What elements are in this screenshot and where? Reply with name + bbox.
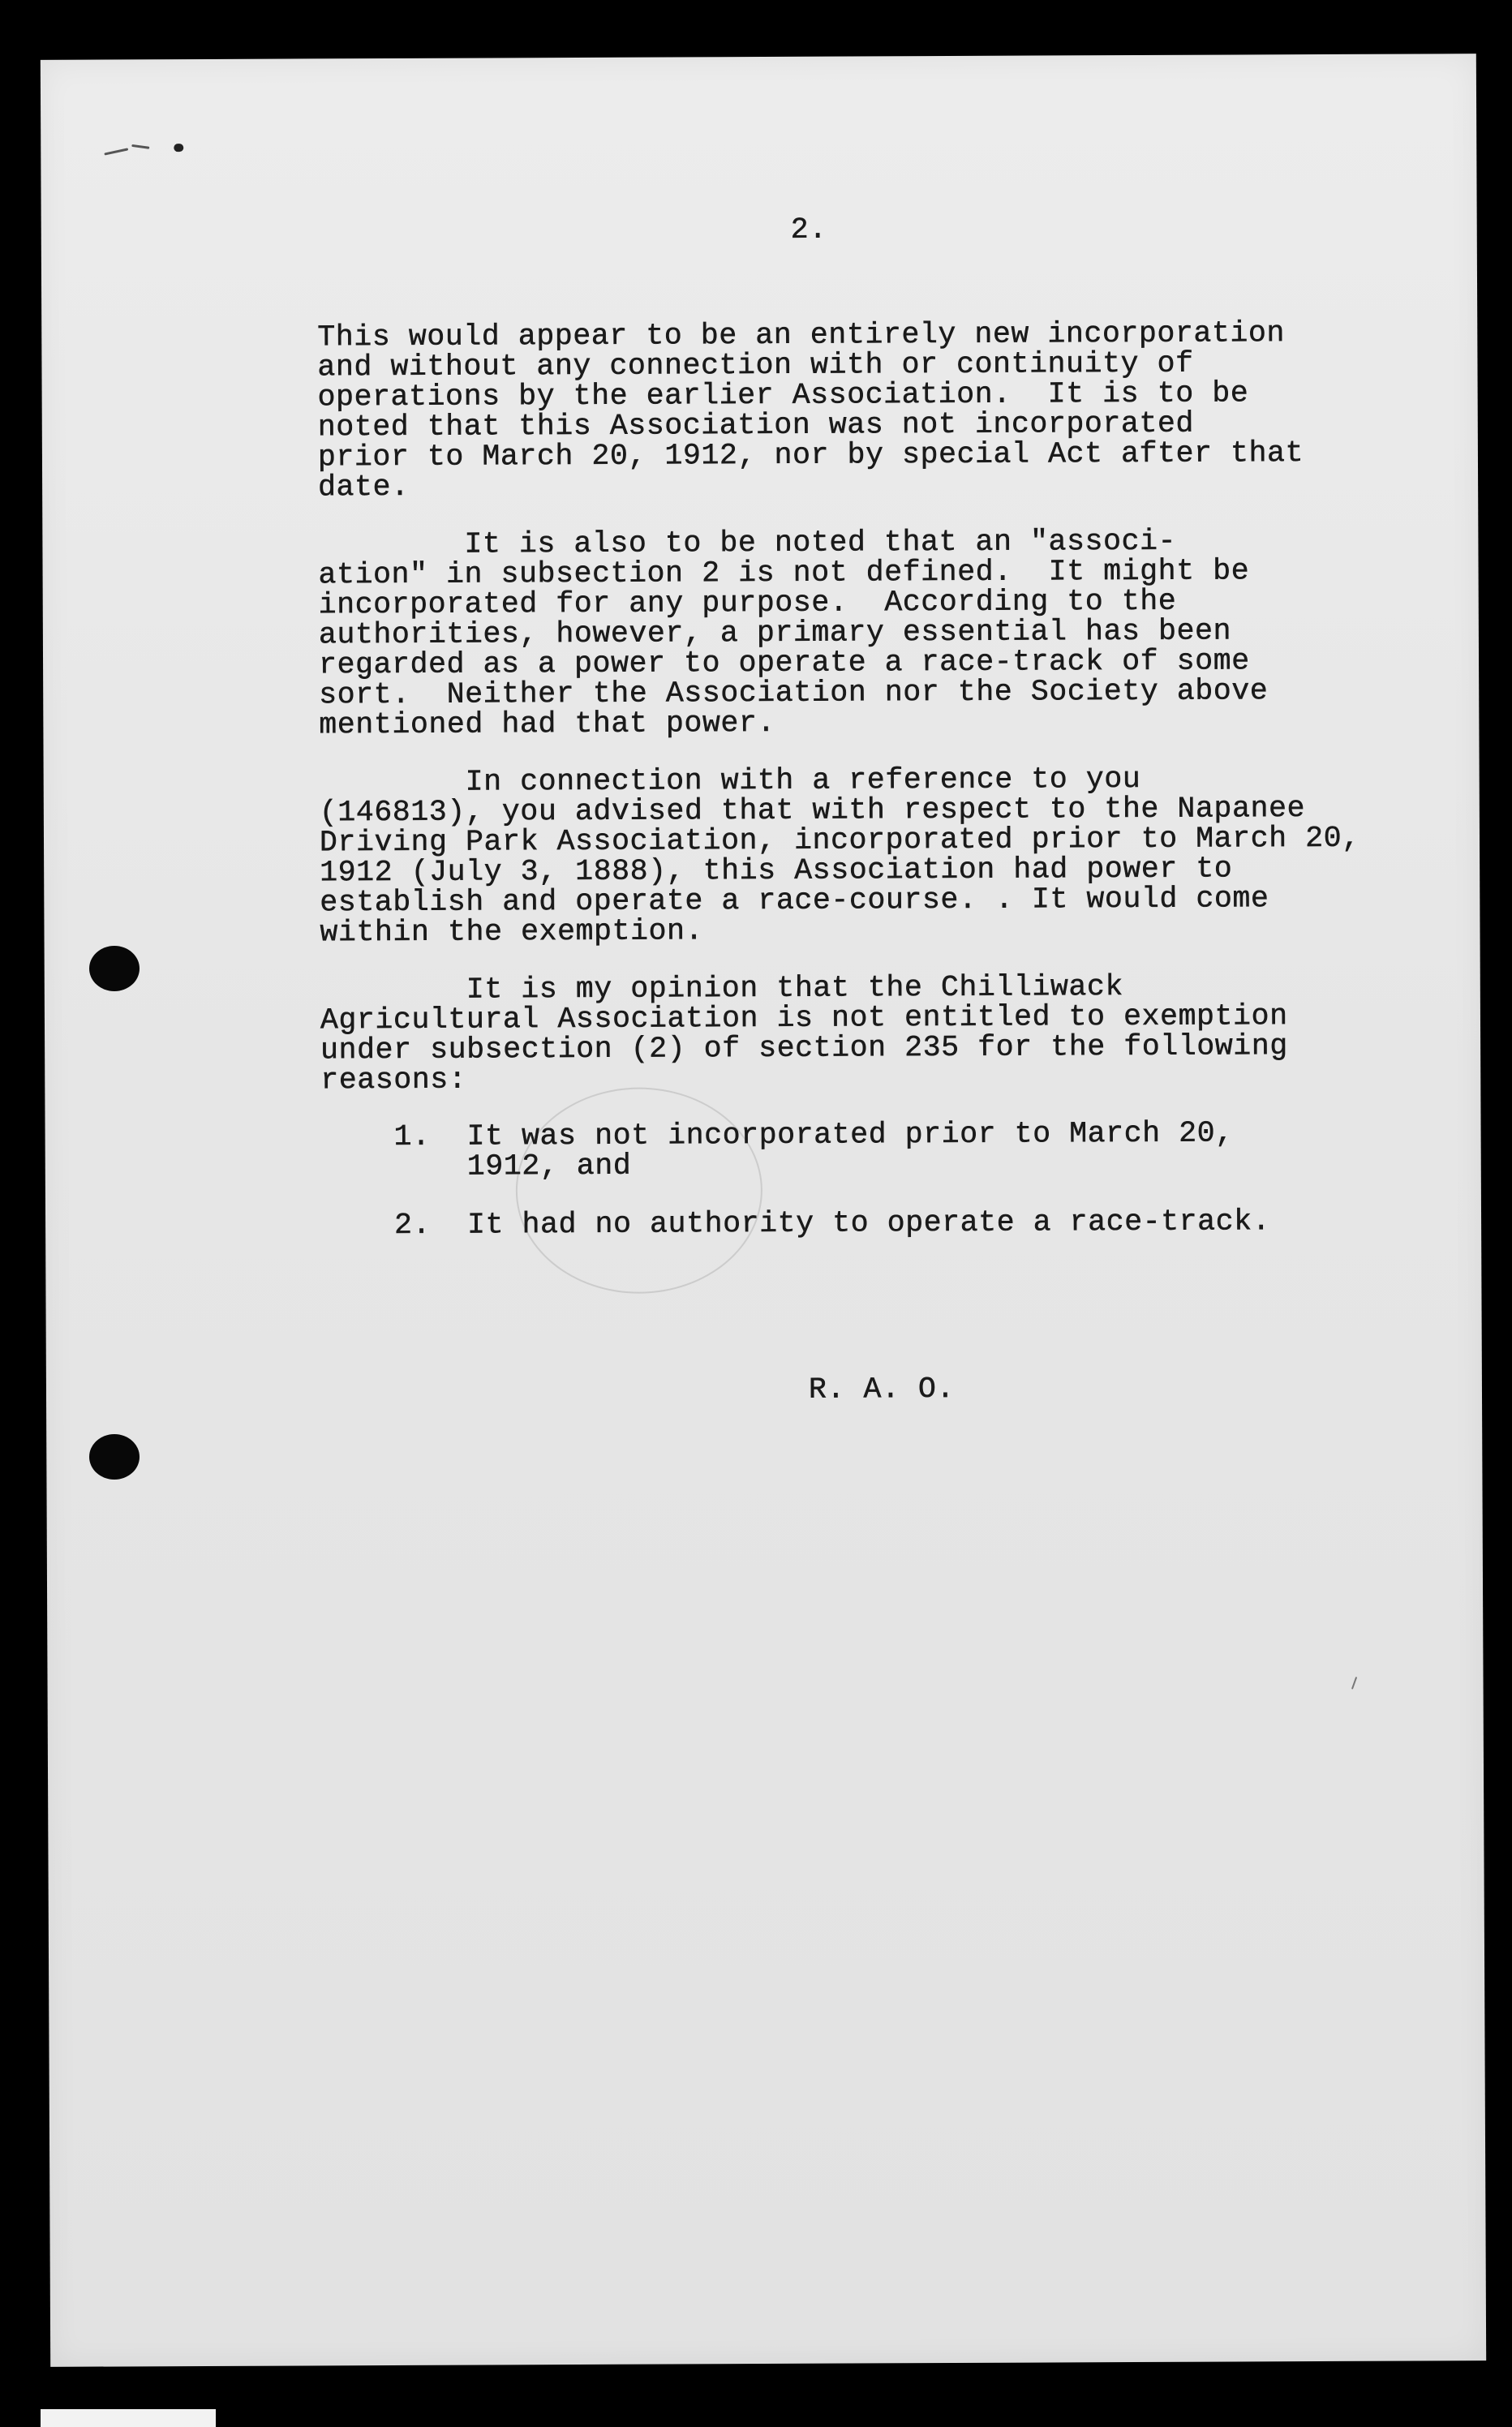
paragraph-2-line: mentioned had that power. [319,706,776,742]
paragraph-2-line: ation" in subsection 2 is not defined. It might be [318,554,1250,592]
paragraph-1-line: prior to March 20, 1912, nor by special Act after that [317,436,1304,475]
paragraph-4-line: It is my opinion that the Chilliwack [320,970,1124,1007]
paragraph-4-line: Agricultural Association is not entitled to exemption [320,999,1288,1037]
reason-item: 1. It was not incorporated prior to March 20, [320,1116,1234,1154]
paragraph-1-line: This would appear to be an entirely new incorporation [317,316,1286,354]
paragraph-1-line: and without any connection with or continuity of [317,346,1194,384]
punch-hole [89,946,140,991]
paragraph-2-line: It is also to be noted that an "associ- [318,524,1177,562]
paragraph-3-line: (146813), you advised that with respect to the Napanee [319,792,1306,830]
stray-mark [1351,1677,1357,1690]
label-strip [41,2409,216,2427]
paragraph-2-line: authorities, however, a primary essential has been [318,614,1232,652]
paragraph-3-line: within the exemption. [320,914,704,950]
paragraph-2-line: incorporated for any purpose. According to the [318,584,1177,622]
reason-item: 1912, and [320,1149,632,1184]
corner-ink-mark [99,140,188,160]
paragraph-2-line: sort. Neither the Association nor the Society above [319,674,1269,712]
paragraph-1-line: date. [318,470,410,505]
paragraph-2-line: regarded as a power to operate a race-track of some [318,644,1250,682]
reason-item: 2. It had no authority to operate a race-track. [320,1205,1271,1243]
signature-initials: R. A. O. [808,1372,956,1407]
paragraph-4-line: under subsection (2) of section 235 for the following [320,1029,1288,1067]
paragraph-3-line: 1912 (July 3, 1888), this Association had power to [320,852,1233,890]
paragraph-4-line: reasons: [320,1063,467,1098]
paragraph-3-line: In connection with a reference to you [319,762,1141,800]
paragraph-1-line: noted that this Association was not incorporated [317,406,1195,445]
document-page [41,54,1486,2367]
paragraph-3-line: Driving Park Association, incorporated prior to March 20, [319,821,1360,860]
page-number: 2. [790,213,827,247]
punch-hole [89,1434,140,1480]
paragraph-3-line: establish and operate a race-course. . It would come [320,882,1269,920]
paragraph-1-line: operations by the earlier Association. It is to be [317,376,1249,415]
